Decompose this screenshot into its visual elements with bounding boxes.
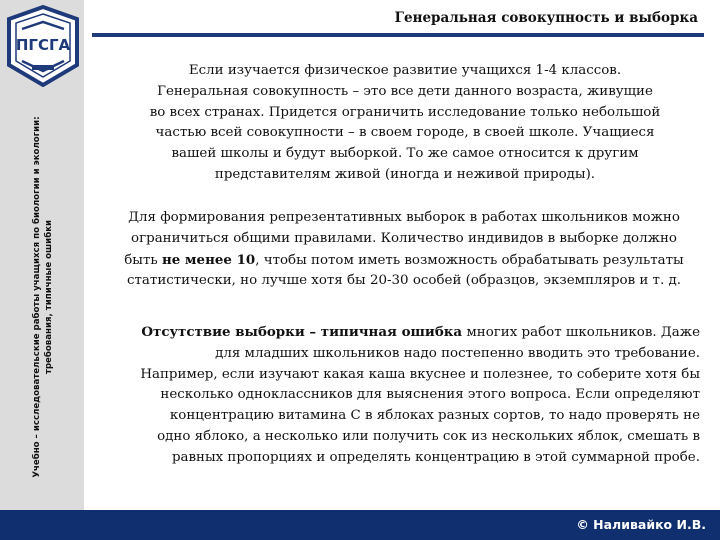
text-line: Если изучается физическое развитие учащихся 1-4 классов.	[188, 63, 622, 78]
text-fragment: быть	[124, 252, 162, 268]
text-line: ограничиться общими правилами. Количество индивидов в выборке должно	[131, 230, 677, 246]
text-line: во всех странах. Придется ограничить исследование только небольшой	[149, 104, 661, 120]
copyright-text: © Наливайко И.В.	[576, 517, 706, 532]
text-line: частью всей совокупности – в своем городе, в своей школе. Учащиеся	[155, 125, 655, 141]
footer-bar	[0, 510, 720, 540]
text-line	[100, 322, 700, 344]
sidebar-caption-line-1: Учебно – исследовательские работы учащихся по биологии и экологии:	[32, 116, 42, 478]
text-line: Генеральная совокупность – это все дети данного возраста, живущие	[157, 83, 653, 99]
paragraph-typical-error	[100, 322, 700, 469]
text-line: Для формирования репрезентативных выборок в работах школьников можно	[128, 210, 680, 225]
text-fragment: , чтобы потом иметь возможность обрабатывать результаты	[255, 252, 684, 268]
sidebar	[0, 0, 84, 510]
slide-title: Генеральная совокупность и выборка	[394, 10, 698, 26]
paragraph-sample-size	[100, 208, 708, 292]
sidebar-vertical-caption	[31, 107, 55, 487]
text-line: одно яблоко, а несколько или получить сок из нескольких яблок, смешать в	[157, 428, 700, 444]
text-line: Например, если изучают какая каша вкуснее и полезнее, то соберите хотя бы	[140, 366, 700, 382]
text-line: статистически, но лучше хотя бы 20-30 особей (образцов, экземпляров и т. д.	[127, 273, 681, 289]
text-line: равных пропорциях и определять концентрацию в этой суммарной пробе.	[171, 449, 700, 465]
text-line: для младших школьников надо постепенно вводить это требование.	[215, 345, 700, 361]
text-line: представителям живой (иногда и неживой природы).	[214, 166, 596, 182]
text-line: несколько одноклассников для выяснения этого вопроса. Если определяют	[160, 387, 700, 403]
text-line: вашей школы и будут выборкой. То же самое относится к другим	[171, 146, 639, 162]
emphasis-typical-error: Отсутствие выборки – типичная ошибка	[141, 324, 463, 340]
text-fragment: многих работ школьников. Даже	[462, 325, 700, 340]
sidebar-caption-line-2: требования, типичные ошибки	[44, 219, 54, 375]
emphasis-minimum-count: не менее 10	[161, 251, 256, 268]
title-underline	[92, 33, 704, 37]
paragraph-general-population	[100, 61, 710, 186]
text-line	[100, 250, 708, 272]
text-line: концентрацию витамина С в яблоках разных сортов, то надо проверять не	[169, 408, 700, 424]
university-logo	[6, 5, 80, 87]
logo-text: ПГСГА	[15, 36, 71, 54]
